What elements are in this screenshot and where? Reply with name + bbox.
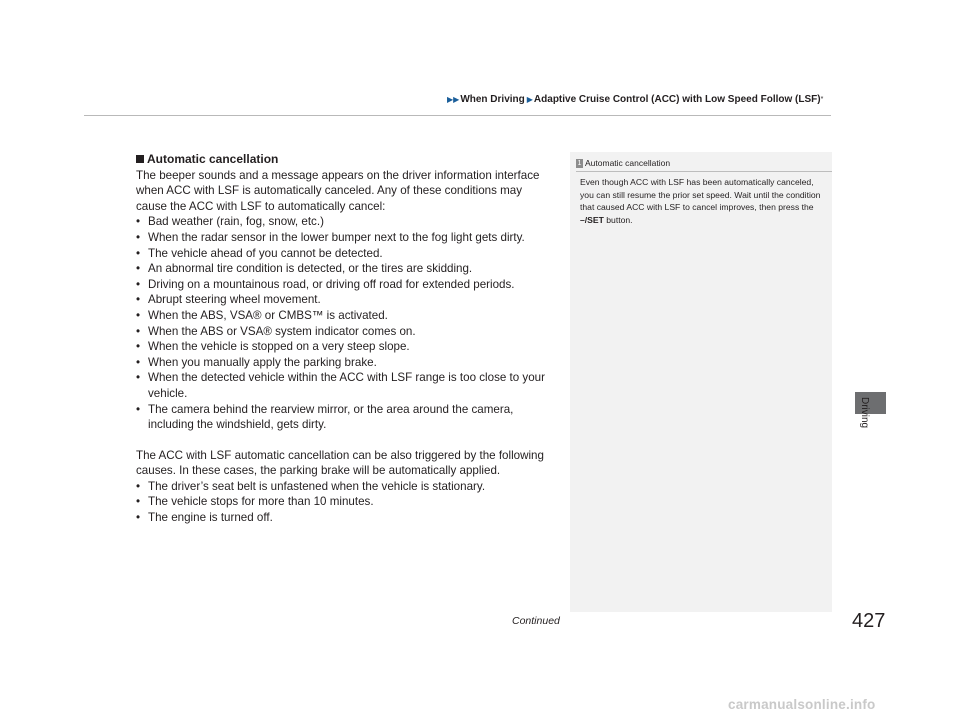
page-number: 427 (852, 610, 886, 632)
list-item: • When the radar sensor in the lower bumper next to the fog light gets dirty. (136, 230, 552, 246)
set-button-label: –/SET (580, 214, 604, 225)
sidebar-divider (576, 171, 832, 172)
list-item: • When the ABS, VSA® or CMBS™ is activated. (136, 308, 552, 324)
list-item: • The camera behind the rearview mirror, or the area around the camera, including the windshield, gets dirty. (136, 402, 552, 433)
header-divider (84, 115, 831, 116)
list-item: • When the detected vehicle within the ACC with LSF range is too close to your vehicle. (136, 370, 552, 401)
second-paragraph: The ACC with LSF automatic cancellation can be also triggered by the following causes. In these cases, the parking brake will be automatically applied. (136, 448, 544, 478)
list-item: • The engine is turned off. (136, 510, 552, 526)
list-item: • The vehicle stops for more than 10 minutes. (136, 494, 552, 510)
breadcrumb-item-when-driving[interactable]: When Driving (460, 94, 525, 105)
square-bullet-icon (136, 155, 144, 163)
list-item: • Driving on a mountainous road, or driving off road for extended periods. (136, 277, 552, 293)
list-item: • The driver’s seat belt is unfastened when the vehicle is stationary. (136, 479, 552, 495)
list-item: • Bad weather (rain, fog, snow, etc.) (136, 214, 552, 230)
parking-brake-causes-list (136, 479, 552, 526)
optional-feature-mark: * (820, 96, 824, 103)
list-item: • Abrupt steering wheel movement. (136, 292, 552, 308)
note-number-icon: 1 (577, 159, 582, 167)
chapter-label: Driving (859, 397, 870, 429)
cancel-conditions-list (136, 214, 552, 432)
sidebar-text: Even though ACC with LSF has been automatically canceled, you can still resume the prior set speed. Wait until the condition that caused ACC with LSF to cancel improves, then press the –/SET button. (580, 177, 821, 225)
breadcrumb (447, 94, 823, 105)
list-item: • When the ABS or VSA® system indicator comes on. (136, 324, 552, 340)
list-item: • When the vehicle is stopped on a very steep slope. (136, 339, 552, 355)
breadcrumb-item-acc[interactable]: Adaptive Cruise Control (ACC) with Low Speed Follow (LSF) (533, 94, 821, 105)
list-item: • The vehicle ahead of you cannot be detected. (136, 246, 552, 262)
main-content (136, 152, 552, 526)
continued-label: Continued (512, 615, 560, 627)
section-heading: Automatic cancellation (136, 152, 552, 168)
intro-paragraph: The beeper sounds and a message appears on the driver information interface when ACC with LSF is automatically canceled. Any of these conditions may cause the ACC with LSF to automatically cancel: (136, 168, 540, 213)
list-item: • When you manually apply the parking brake. (136, 355, 552, 371)
watermark: carmanualsonline.info (728, 697, 876, 712)
sidebar-note (570, 152, 832, 612)
list-item: • An abnormal tire condition is detected, or the tires are skidding. (136, 261, 552, 277)
sidebar-title: 1 Automatic cancellation (577, 158, 671, 168)
arrow-icon: ▶▶ (447, 95, 460, 104)
arrow-icon: ▶ (526, 95, 533, 104)
